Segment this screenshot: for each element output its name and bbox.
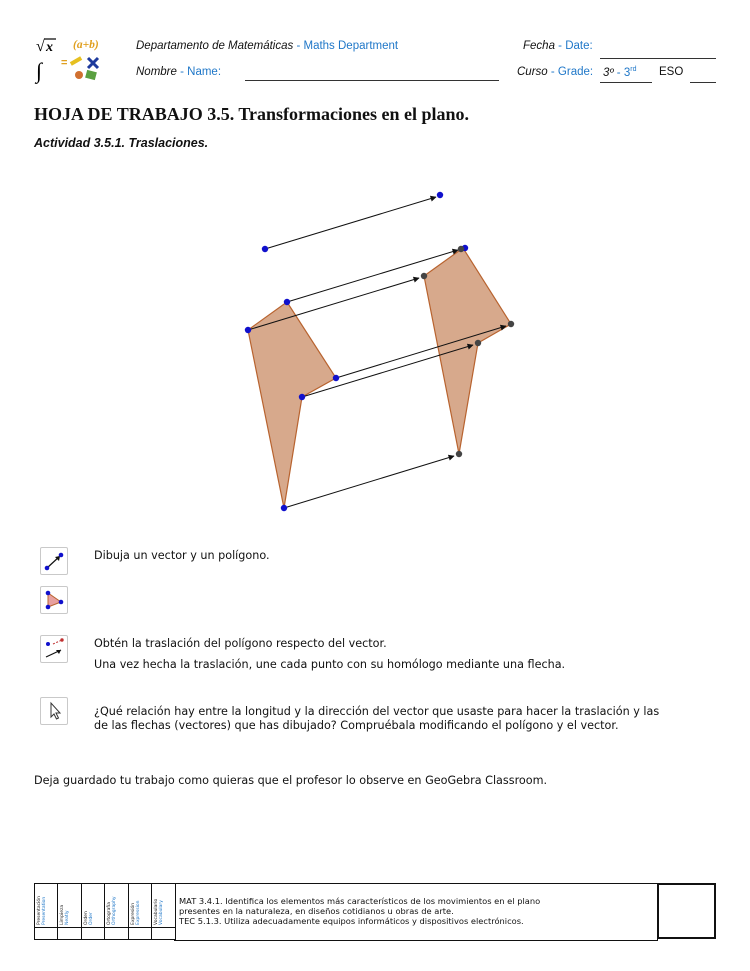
rubric-orthography: Ortografía Orthography xyxy=(107,896,117,925)
svg-text:√: √ xyxy=(36,38,45,55)
activity-title: Actividad 3.5.1. Traslaciones. xyxy=(34,136,209,150)
course-level: ESO xyxy=(659,66,684,78)
image-vertex[interactable] xyxy=(456,451,462,457)
vector-end-point[interactable] xyxy=(437,192,443,198)
correspondence-arrow[interactable] xyxy=(336,326,506,378)
worksheet-title: HOJA DE TRABAJO 3.5. Transformaciones en el plano. xyxy=(34,104,470,124)
step2-text-2: Una vez hecha la traslación, une cada punto con su homólogo mediante una flecha. xyxy=(94,658,566,671)
logo-formula: (a+b) xyxy=(73,39,99,51)
move-tool-icon[interactable] xyxy=(40,697,68,725)
rubric-vocabulary: Vocabulario Vocabulary xyxy=(154,898,164,925)
vector-start-point[interactable] xyxy=(262,246,268,252)
rubric-presentation: Presentación Presentation xyxy=(37,896,47,925)
polygon-tool-icon[interactable] xyxy=(40,586,68,614)
name-label: Nombre - Name: xyxy=(136,66,222,78)
department-label: Departamento de Matemáticas - Maths Department xyxy=(136,40,399,52)
rubric-neatness: Limpieza Neatly xyxy=(60,904,70,925)
translated-polygon[interactable] xyxy=(424,248,511,454)
step1-text: Dibuja un vector y un polígono. xyxy=(94,549,270,562)
course-label: Curso - Grade: xyxy=(517,66,594,78)
polygon-vertex[interactable] xyxy=(284,299,290,305)
course-value: 3º - 3rd xyxy=(603,66,637,79)
step2-text-1: Obtén la traslación del polígono respecto del vector. xyxy=(94,637,387,650)
footer-rubric-table xyxy=(34,883,716,940)
date-label: Fecha - Date: xyxy=(523,40,593,52)
standards-text: MAT 3.4.1. Identifica los elementos más característicos de los movimientos en el plano presentes en la naturaleza, en diseños cotidianos u obras de arte. TEC 5.1.3. Utiliza adecuadamente equipos informáticos y dispositivos electrónicos. xyxy=(179,896,541,926)
correspondence-arrow[interactable] xyxy=(284,456,454,508)
polygon-vertex[interactable] xyxy=(299,394,305,400)
polygon-vertex[interactable] xyxy=(245,327,251,333)
image-vertex[interactable] xyxy=(458,246,464,252)
rubric-order: Orden Order xyxy=(84,911,94,925)
svg-text:=: = xyxy=(61,57,68,69)
translate-tool-icon[interactable] xyxy=(40,635,68,663)
rubric-expression: Expresión Expression xyxy=(131,900,141,925)
polygon-vertex[interactable] xyxy=(281,505,287,511)
vector-tool-icon[interactable] xyxy=(40,547,68,575)
svg-text:∫: ∫ xyxy=(36,58,43,83)
polygon-vertex[interactable] xyxy=(333,375,339,381)
translation-vector[interactable] xyxy=(265,197,436,249)
image-vertex[interactable] xyxy=(508,321,514,327)
final-instruction: Deja guardado tu trabajo como quieras que el profesor lo observe en GeoGebra Classroom. xyxy=(34,774,548,787)
image-vertex[interactable] xyxy=(475,340,481,346)
original-polygon[interactable] xyxy=(248,302,336,508)
image-vertex[interactable] xyxy=(421,273,427,279)
svg-text:x: x xyxy=(46,40,53,55)
grade-box[interactable] xyxy=(657,883,716,939)
step3-text-2: de las flechas (vectores) que has dibujado? Compruébala modificando el polígono y el vector. xyxy=(94,719,619,732)
correspondence-arrow[interactable] xyxy=(248,278,419,330)
step3-text-1: ¿Qué relación hay entre la longitud y la dirección del vector que usaste para hacer la traslación y las xyxy=(94,705,660,718)
